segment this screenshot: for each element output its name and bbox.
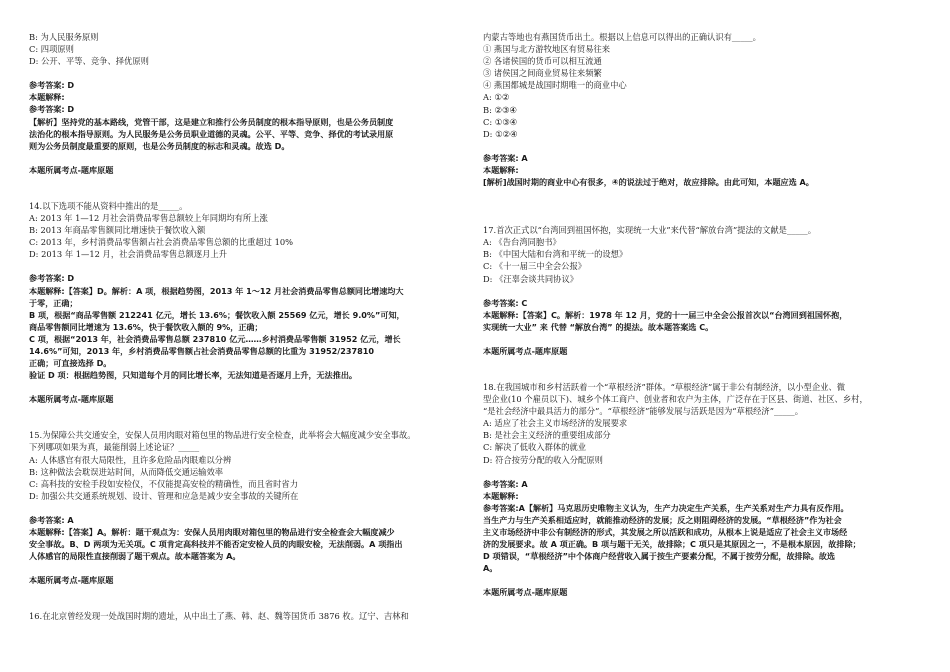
q14-answer: 参考答案: D: [29, 273, 75, 284]
q17-stem: 17.首次正式以“台湾回到祖国怀抱，实现统一大业”来代替“解放台湾”提法的文献是_____。: [483, 225, 817, 236]
q18-explain-line: 主义市场经济中非公有制经济的形式，其发展之所以活跃和成功，从根本上说是适应了社会主义市场经: [483, 527, 848, 537]
q14-option-c: C: 2013 年，乡村消费品零售额占社会消费品零售总额的比重超过 10%: [29, 237, 294, 248]
q15-stem: 下列哪项如果为真，最能削弱上述论证？_____: [29, 442, 200, 453]
q13-option-d: D: 公开、平等、竞争、择优原则: [29, 56, 149, 67]
q17-option-a: A: 《告台湾同胞书》: [483, 237, 561, 248]
q13-option-b: B: 为人民服务原则: [29, 32, 99, 42]
q18-answer: 参考答案: A: [483, 478, 528, 489]
q17-option-c: C: 《十一届三中全会公报》: [483, 261, 587, 272]
q14-explain-line: 验证 D 项：根据趋势图，只知道每个月的同比增长率，无法知道是否逐月上升，无法推出。: [29, 370, 358, 381]
q16-option-b: B: ②③④: [483, 104, 517, 115]
q18-option-c: C: 解决了低收入群体的就业: [483, 442, 587, 453]
q13-answer-repeat: 参考答案: D: [29, 104, 75, 115]
q18-explain-line: D 项错误，“草根经济”中个体商户经营收入属于按生产要素分配，不属于按劳分配，故排除。故选: [483, 551, 836, 562]
q18-option-b: B: 是社会主义经济的重要组成部分: [483, 430, 611, 441]
q14-explain-line: 商品零售额同比增速为 13.6%，快于餐饮收入额的 9%，正确；: [29, 321, 263, 332]
q16-item: ③ 诸侯国之间商业贸易往来频繁: [483, 68, 602, 79]
q14-option-b: B: 2013 年商品零售额同比增速快于餐饮收入额: [29, 225, 206, 236]
q16-explain-label: 本题解释:: [483, 164, 519, 175]
q18-option-d: D: 符合按劳分配的收入分配原则: [483, 454, 603, 465]
q16-item: ② 各诸侯国的货币可以相互流通: [483, 56, 602, 67]
q13-option-c: C: 四项原则: [29, 44, 74, 55]
q17-option-b: B: 《中国大陆和台湾和平统一的设想》: [483, 249, 628, 260]
q16-explain-line: [解析]战国时期的商业中心有很多，④的说法过于绝对，故应排除。由此可知，本题应选 A。: [483, 177, 814, 188]
q15-answer: 参考答案: A: [29, 514, 74, 525]
q15-option-c: C: 高科技的安检手段如安检仪，不仅能提高安检的精确性，而且省时省力: [29, 478, 298, 489]
q13-explain-line: 法治化的根本指导原则。为人民服务是公务员职业道德的灵魂。公平、平等、竞争、择优的考试录用原: [29, 128, 394, 139]
q18-stem: 型企业(10 个雇员以下)、城乡个体工商户、创业者和农户为主体，广泛存在于区县、街道、社区、乡村，: [483, 394, 868, 405]
q15-explain-line: 安全事故。B、D 两项为无关项。C 项肯定高科技并不能否定安检人员的肉眼安检，无法削弱。A 项指出: [29, 539, 403, 550]
q18-explain-line: A。: [483, 563, 498, 574]
q16-stem: 16.在北京曾经发现一处战国时期的遗址，从中出土了燕、韩、赵、魏等国货币 3876 枚。辽宁、吉林和: [29, 611, 409, 622]
q18-stem: “是社会经济中最具活力的部分”。“草根经济”能够发展与活跃是因为“草根经济”_____。: [483, 406, 803, 417]
q14-option-a: A: 2013 年 1—12 月社会消费品零售总额较上年同期均有所上涨: [29, 213, 268, 224]
q18-option-a: A: 适应了社会主义市场经济的发展要求: [483, 418, 628, 429]
q14-source: 本题所属考点-题库原题: [29, 394, 114, 405]
q14-option-d: D: 2013 年 1—12 月，社会消费品零售总额逐月上升: [29, 249, 227, 260]
q15-source: 本题所属考点-题库原题: [29, 575, 114, 586]
q16-option-a: A: ①②: [483, 92, 510, 103]
q14-explain-line: 14.6%”可知，2013 年，乡村消费品零售额占社会消费品零售总额的比重为 31952/237810: [29, 345, 374, 356]
q16-item: ④ 燕国都城是战国时期唯一的商业中心: [483, 80, 627, 91]
q16-option-c: C: ①③④: [483, 116, 518, 127]
q14-explain-line: C 项，根据“2013 年，社会消费品零售总额 237810 亿元……乡村消费品零售额 31952 亿元，增长: [29, 333, 401, 344]
q18-explain-line: 参考答案:A【解析】马克思历史唯物主义认为，生产力决定生产关系，生产关系对生产力具有反作用。: [483, 502, 849, 513]
q16-answer: 参考答案: A: [483, 152, 528, 163]
q13-answer: 参考答案: D: [29, 80, 75, 91]
q18-explain-label: 本题解释:: [483, 490, 519, 501]
q16-option-d: D: ①②④: [483, 128, 518, 139]
q15-explain-line: 本题解释:【答案】A。解析：题干观点为：安保人员用肉眼对箱包里的物品进行安全检查会大幅度减少: [29, 527, 395, 537]
q17-source: 本题所属考点-题库原题: [483, 345, 568, 356]
q18-explain-line: 济的发展要求。故 A 项正确。B 项与题干无关，故排除；C 项只是其原因之一，不是根本原因，故排除；: [483, 539, 861, 550]
q14-explain-line: 正确；可直接选择 D。: [29, 358, 112, 369]
q14-explain-line: 于零，正确；: [29, 297, 78, 308]
q15-option-b: B: 这种做法会耽误进站时间，从而降低交通运输效率: [29, 466, 224, 477]
q16-stem-continued: 内蒙古等地也有燕国货币出土。根据以上信息可以得出的正确认识有_____。: [483, 32, 761, 42]
q15-stem: 15.为保障公共交通安全，安保人员用肉眼对箱包里的物品进行安全检查，此举将会大幅度减少安全事故。: [29, 430, 416, 441]
q13-source: 本题所属考点-题库原题: [29, 164, 114, 175]
q16-item: ① 燕国与北方游牧地区有贸易往来: [483, 44, 611, 55]
right-column: [483, 31, 928, 598]
q13-explain-label: 本题解释:: [29, 92, 65, 103]
left-column: [29, 31, 474, 622]
q13-explain-line: 【解析】坚持党的基本路线，党管干部，这是建立和推行公务员制度的根本指导原则，也是公务员制度: [29, 116, 394, 127]
q17-explain-line: 本题解释:【答案】C。解析：1978 年 12 月，党的十一届三中全会公报首次以“台湾回到祖国怀抱，: [483, 309, 848, 320]
q18-stem: 18.在我国城市和乡村活跃着一个“草根经济”群体。“草根经济”属于非公有制经济，以小型企业、微: [483, 381, 846, 392]
q18-source: 本题所属考点-题库原题: [483, 587, 568, 598]
q17-answer: 参考答案: C: [483, 297, 528, 308]
q17-explain-line: 实现统一大业” 来 代替 “解放台湾” 的提法。故本题答案选 C。: [483, 321, 714, 332]
q17-option-d: D: 《汪辜会谈共同协议》: [483, 273, 579, 284]
q14-stem: 14.以下选项不能从资料中推出的是_____。: [29, 200, 188, 211]
q14-explain-line: B 项，根据“商品零售额 212241 亿元，增长 13.6%；餐饮收入额 25569 亿元，增长 9.0%”可知，: [29, 309, 405, 320]
q15-option-a: A: 人体感官有很大局限性，且许多危险品肉眼难以分辨: [29, 454, 232, 465]
q18-explain-line: 当生产力与生产关系相适应时，就能推动经济的发展；反之则阻碍经济的发展。“草根经济”作为社会: [483, 514, 842, 525]
q14-explain-line: 本题解释:【答案】D。解析：A 项，根据趋势图，2013 年 1～12 月社会消费品零售总额同比增速均大: [29, 285, 404, 296]
q13-explain-line: 则为公务员制度最重要的原则，也是公务员制度的标志和灵魂。故选 D。: [29, 140, 290, 151]
q15-option-d: D: 加强公共交通系统规划、设计、管理和应急是减少安全事故的关键所在: [29, 490, 299, 501]
q15-explain-line: 人体感官的局限性直接削弱了题干观点。故本题答案为 A。: [29, 551, 241, 562]
